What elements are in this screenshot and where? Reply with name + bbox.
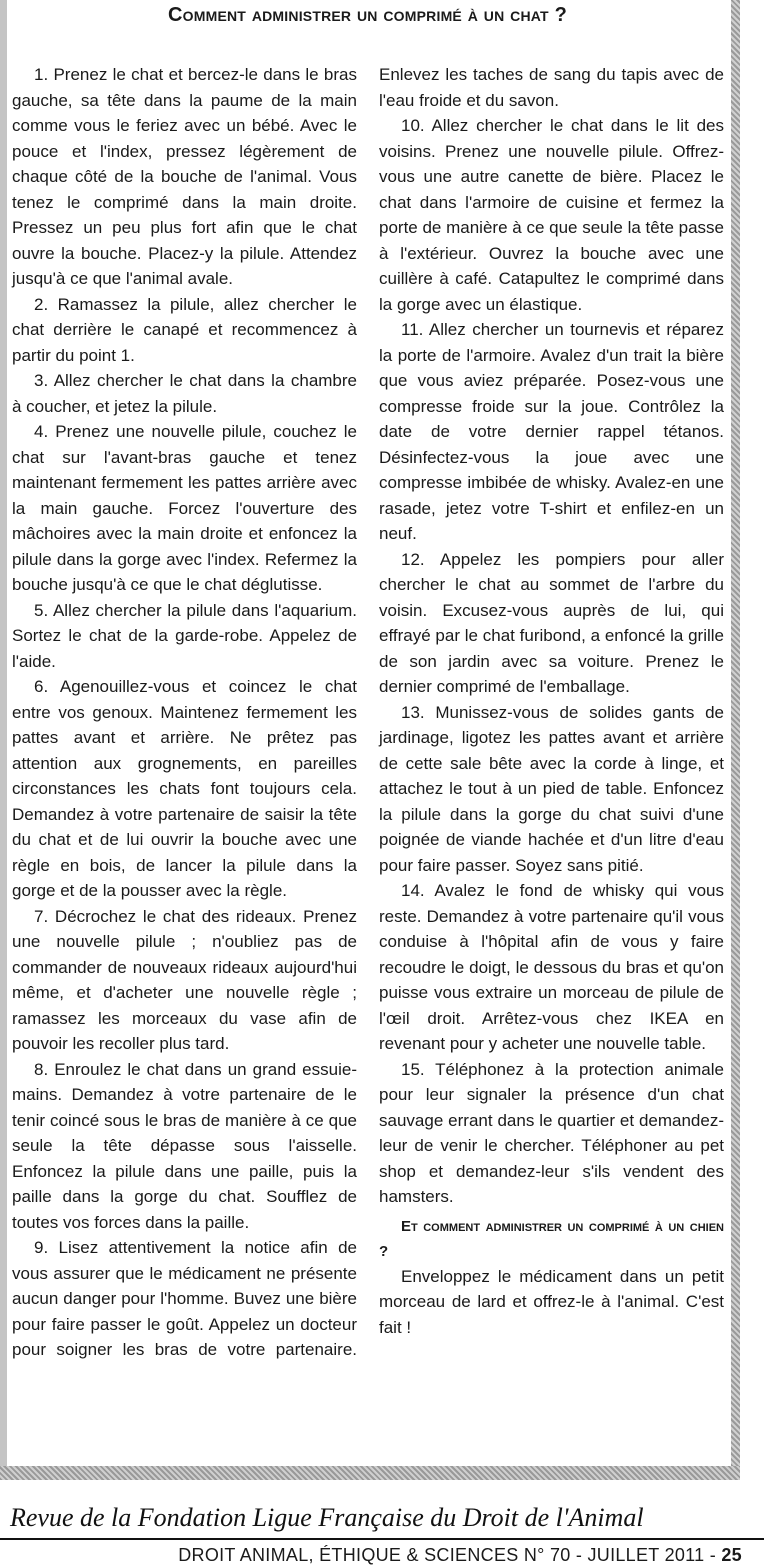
step-13: 13. Munissez-vous de solides gants de jardinage, ligotez les pattes avant et arrière de cette sale bête avec la corde à linge, et attachez le tout à un pied de table. Enfoncez la pilule dans la gorge du chat suivi d'une poignée de viande hachée et d'un litre d'eau pour faire passer. Soyez sans pitié.: [379, 702, 724, 875]
step-2: 2. Ramassez la pilule, allez chercher le chat derrière le canapé et recommencez à partir du point 1.: [12, 294, 357, 365]
step-6: 6. Agenouillez-vous et coincez le chat entre vos genoux. Maintenez fermement les pattes avant et arrière. Ne prêtez pas attention aux grognements, en pareilles circonstances les chats font toujours cela. Demandez à votre partenaire de saisir la tête du chat et de lui ouvrir la bouche avec une règle en bois, de lancer la pilule dans la gorge et de la pousser avec la règle.: [12, 677, 357, 900]
step-12: 12. Appelez les pompiers pour aller chercher le chat au sommet de l'arbre du voisin. Excusez-vous auprès de lui, qui effrayé par le chat furibond, a enfoncé la grille de son jardin avec sa voiture. Prenez le dernier comprimé de l'emballage.: [379, 549, 724, 696]
article-title: Comment administrer un comprimé à un chat ?: [168, 4, 567, 26]
step-3: 3. Allez chercher le chat dans la chambre à coucher, et jetez la pilule.: [12, 371, 357, 416]
page-footer: [178, 1545, 742, 1566]
underline-divider: [0, 1538, 764, 1540]
step-1: 1. Prenez le chat et bercez-le dans le bras gauche, sa tête dans la paume de la main comme vous le feriez avec un bébé. Avec le pouce et l'index, pressez légèrement de chaque côté de la bouche de l'animal. Vous tenez le comprimé dans la main droite. Pressez un peu plus fort afin que le chat ouvre la bouche. Placez-y la pilule. Attendez jusqu'à ce que l'animal avale.: [12, 65, 357, 288]
step-8: 8. Enroulez le chat dans un grand essuie-mains. Demandez à votre partenaire de le tenir coincé sous le bras de manière à ce que seule la tête dépasse sous l'aisselle. Enfoncez la pilule dans une paille, puis la paille dans la gorge du chat. Soufflez de toutes vos forces dans la paille.: [12, 1059, 357, 1232]
step-4: 4. Prenez une nouvelle pilule, couchez le chat sur l'avant-bras gauche et tenez maintenant fermement les pattes arrière avec la main gauche. Forcez l'ouverture des mâchoires avec la main droite et enfoncez la pilule dans la gorge avec l'index. Refermez la bouche jusqu'à ce que le chat déglutisse.: [12, 422, 357, 594]
publication-info: DROIT ANIMAL, ÉTHIQUE & SCIENCES N° 70 - JUILLET 2011 -: [178, 1545, 722, 1565]
step-14: 14. Avalez le fond de whisky qui vous reste. Demandez à votre partenaire qu'il vous conduise à l'hôpital afin de vous y faire recoudre le doigt, le dessous du bras et qu'on puisse vous extraire un morceau de pilule de l'œil droit. Arrêtez-vous chez IKEA en revenant pour y acheter une nouvelle table.: [379, 881, 724, 1053]
step-5: 5. Allez chercher la pilule dans l'aquarium. Sortez le chat de la garde-robe. Appelez de l'aide.: [12, 600, 357, 671]
step-10: 10. Allez chercher le chat dans le lit des voisins. Prenez une nouvelle pilule. Offrez-vous une autre canette de bière. Placez le chat dans l'armoire de cuisine et fermez la porte de manière à ce que seule la tête passe à l'extérieur. Ouvrez la bouche avec une cuillère à café. Catapultez le comprimé dans la gorge avec un élastique.: [379, 116, 724, 314]
handwritten-note: Revue de la Fondation Ligue Française du Droit de l'Animal: [10, 1503, 644, 1532]
dog-section-heading: Et comment administrer un comprimé à un chien ?: [379, 1217, 724, 1260]
step-15: 15. Téléphonez à la protection animale pour leur signaler la présence d'un chat sauvage errant dans le quartier et demandez-leur de venir le chercher. Téléphoner au pet shop et demandez-leur s'ils vendent des hamsters.: [379, 1059, 724, 1206]
step-9: 9. Lisez attentivement la notice afin de vous assurer que le médicament ne présente aucun danger pour l'homme. Buvez une bière pour faire passer le goût. Appelez un docteur pour soigner les bras de votre partenaire. Enlevez les taches de sang du tapis avec de l'eau froide et du savon.: [12, 65, 724, 1359]
step-11: 11. Allez chercher un tournevis et réparez la porte de l'armoire. Avalez d'un trait la bière que vous aviez préparée. Posez-vous une compresse froide sur la joue. Contrôlez la date de votre dernier rappel tétanos. Désinfectez-vous la joue avec une compresse imbibée de whisky. Avalez-en une rasade, jetez votre T-shirt et enfilez-en un neuf.: [379, 320, 724, 543]
step-7: 7. Décrochez le chat des rideaux. Prenez une nouvelle pilule ; n'oubliez pas de commander de nouveaux rideaux aujourd'hui même, et d'acheter une nouvelle règle ; ramassez les morceaux du vase afin de pouvoir les recoller plus tard.: [12, 906, 357, 1053]
page-number: 25: [721, 1545, 742, 1565]
dog-section-text: Enveloppez le médicament dans un petit morceau de lard et offrez-le à l'animal. C'est fait !: [379, 1266, 724, 1337]
article-body: [12, 62, 724, 1363]
